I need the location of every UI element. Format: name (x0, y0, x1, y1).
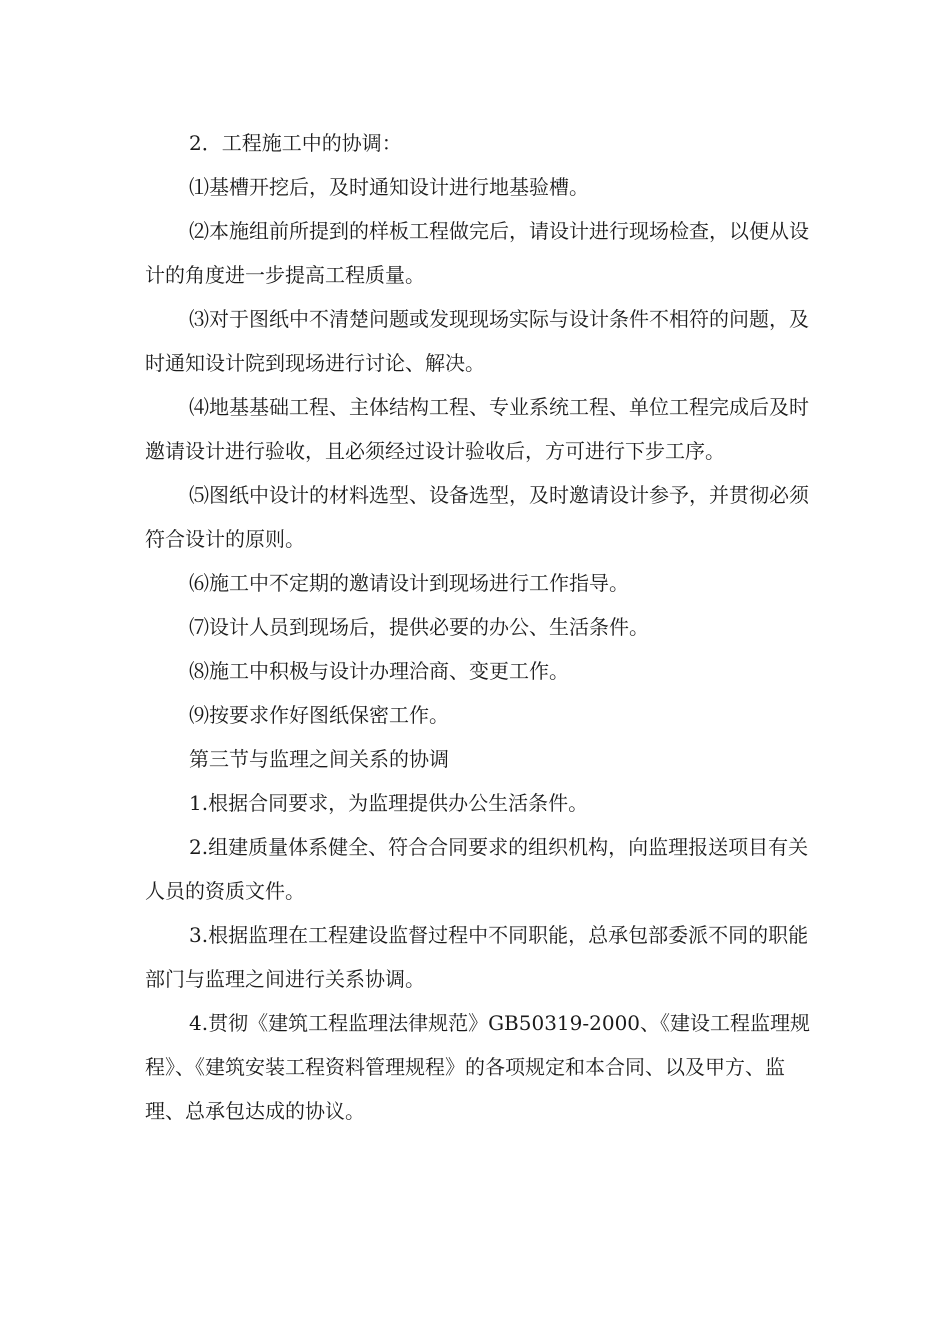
paragraph-item-2: ⑵本施组前所提到的样板工程做完后，请设计进行现场检查，以便从设计的角度进一步提高工程质量。 (145, 219, 809, 287)
paragraph-item-9: ⑼按要求作好图纸保密工作。 (189, 703, 449, 727)
paragraph-point-1: 1.根据合同要求，为监理提供办公生活条件。 (189, 791, 589, 815)
paragraph-item-8: ⑻施工中积极与设计办理洽商、变更工作。 (189, 659, 569, 683)
paragraph-item-5: ⑸图纸中设计的材料选型、设备选型，及时邀请设计参予，并贯彻必须符合设计的原则。 (145, 483, 809, 551)
paragraph-item-6: ⑹施工中不定期的邀请设计到现场进行工作指导。 (189, 571, 629, 595)
section-heading-3: 第三节与监理之间关系的协调 (189, 747, 449, 771)
paragraph-item-4: ⑷地基基础工程、主体结构工程、专业系统工程、单位工程完成后及时邀请设计进行验收，且必须经过设计验收后，方可进行下步工序。 (145, 395, 809, 463)
paragraph-point-2: 2.组建质量体系健全、符合合同要求的组织机构，向监理报送项目有关人员的资质文件。 (145, 835, 809, 903)
paragraph-item-3: ⑶对于图纸中不清楚问题或发现现场实际与设计条件不相符的问题，及时通知设计院到现场进行讨论、解决。 (145, 307, 809, 375)
paragraph-heading-2: 2．工程施工中的协调： (189, 131, 402, 155)
document-body (145, 121, 820, 1133)
paragraph-item-1: ⑴基槽开挖后，及时通知设计进行地基验槽。 (189, 175, 589, 199)
paragraph-point-4: 4.贯彻《建筑工程监理法律规范》GB50319-2000、《建设工程监理规程》、《建筑安装工程资料管理规程》的各项规定和本合同、以及甲方、监理、总承包达成的协议。 (145, 1011, 811, 1123)
paragraph-item-7: ⑺设计人员到现场后，提供必要的办公、生活条件。 (189, 615, 649, 639)
paragraph-point-3: 3.根据监理在工程建设监督过程中不同职能，总承包部委派不同的职能部门与监理之间进行关系协调。 (145, 923, 809, 991)
